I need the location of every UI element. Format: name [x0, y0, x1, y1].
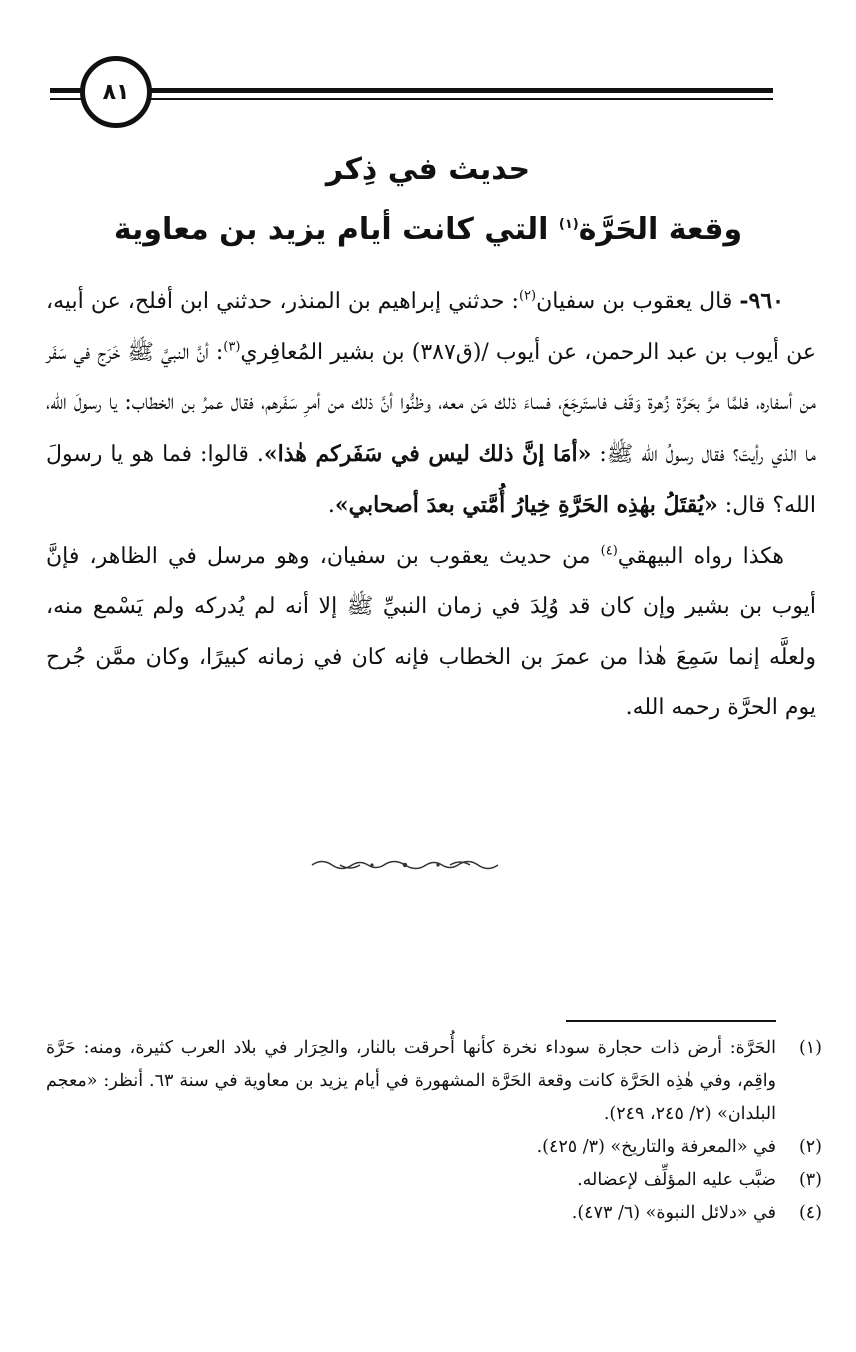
footnote-item	[46, 1197, 822, 1230]
footnote-item	[46, 1032, 822, 1131]
footnote-mark: (١)	[798, 1038, 822, 1058]
footnote-text: في «المعرفة والتاريخ» (٣/ ٤٢٥).	[536, 1137, 776, 1157]
footnote-ref-2[interactable]: (٢)	[518, 288, 537, 304]
footnote-item	[46, 1131, 822, 1164]
footnote-mark: (٢)	[798, 1137, 822, 1157]
footnote-mark: (٣)	[798, 1170, 822, 1190]
prophet-quote: «أمَا إنَّ ذلك ليس في سَفَركم هٰذا»	[263, 440, 592, 467]
footnote-text: الحَرَّة: أرض ذات حجارة سوداء نخرة كأنها أُحرقت بالنار، والحِرَار في بلاد العرب كثيرة، ومنه: حَرَّة واقِم، وفي هٰذِه الحَرَّة كانت وقعة الحَرَّة المشهورة في أيام يزيد بن معاوية في سنة ٦٣. أنظر: «معجم البلدان» (٢/ ٢٤٥، ٢٤٩).	[46, 1038, 777, 1124]
prophet-quote: «يُقتَلُ بهٰذِه الحَرَّةِ خِيارُ أُمَّتي بعدَ أصحابي»	[334, 492, 718, 518]
commentary-text: من حديث يعقوب بن سفيان، وهو مرسل في الظاهر، فإنَّ أيوب بن بشير وإن كان قد وُلِدَ في زمان النبيِّ ﷺ إلا أنه لم يُدركه ولم يَسْمع منه، ولعلَّه إنما سَمِعَ هٰذا من عمرَ بن الخطاب فإنه كان في زمانه كبيرًا، وكان ممَّن جُرح يوم الحرَّة رحمه الله.	[46, 543, 816, 720]
hadith-text: .	[327, 493, 335, 518]
hadith-paragraph	[46, 276, 816, 532]
chapter-title-line1: حديث في ذِكر	[325, 152, 531, 187]
commentary-paragraph	[46, 532, 816, 734]
header-rule	[150, 88, 773, 93]
chapter-title-line2	[60, 212, 796, 247]
footnote-separator	[566, 1020, 776, 1022]
hadith-text: قال يعقوب بن سفيان	[536, 289, 740, 314]
footnote-text: ضبَّب عليه المؤلِّف لإعضاله.	[577, 1170, 776, 1190]
footnote-ref-3[interactable]: (٣)	[223, 339, 241, 355]
hadith-text: : أنَّ النبيَّ ﷺ خَرَج في سَفَر من أسفاره، فلمَّا مرَّ بحَرَّة زُهرة وَقَف فاستَرجَعَ، فساءَ ذلك مَن معه، وظنُّوا أنَّ ذلك من أمرِ سَفَرهم، فقال عمرُ بن الخطاب: يا رسولَ الله، ما الذي رأيتَ؟ فقال رسولُ الله ﷺ:	[46, 339, 817, 467]
header-rule-thin	[150, 98, 773, 100]
header-rule-left	[50, 88, 84, 93]
footnote-ref-1[interactable]: (١)	[558, 217, 579, 232]
footnote-ref-4[interactable]: (٤)	[600, 543, 618, 559]
hadith-text: . قالوا: فما هو يا رسولَ الله؟ قال:	[46, 441, 816, 518]
header-rule-left-thin	[50, 98, 84, 100]
commentary-text: هكذا رواه البيهقي	[617, 543, 784, 569]
main-text	[46, 276, 816, 734]
page-number: ٨١	[80, 56, 152, 128]
title-text-part2: التي كانت أيام يزيد بن معاوية	[113, 212, 559, 247]
section-divider-ornament	[310, 856, 500, 874]
footnote-text: في «دلائل النبوة» (٦/ ٤٧٣).	[571, 1203, 776, 1223]
hadith-text: : حدثني إبراهيم بن المنذر، حدثني ابن أفلح، عن أبيه، عن أيوب بن عبد الرحمن، عن أيوب /(ق٣٨٧) بن بشير المُعافِري	[46, 289, 816, 365]
footnote-mark: (٤)	[798, 1203, 822, 1223]
hadith-number: ٩٦٠-	[739, 288, 784, 314]
footnotes	[46, 1032, 822, 1230]
title-text-part1: وقعة الحَرَّة	[578, 212, 743, 247]
footnote-item	[46, 1164, 822, 1197]
